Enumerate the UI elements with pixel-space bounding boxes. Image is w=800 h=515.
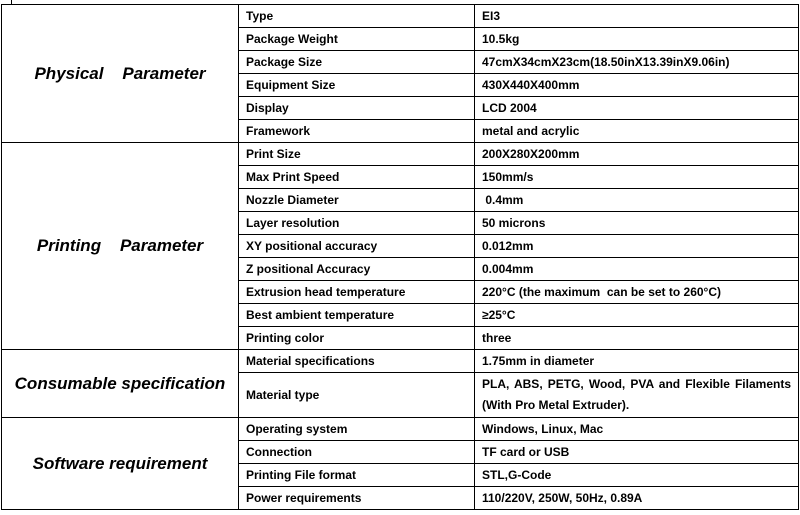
section-title-software-requirement: Software requirement — [2, 418, 239, 510]
spec-label: Best ambient temperature — [239, 304, 475, 327]
spec-value: Windows, Linux, Mac — [475, 418, 799, 441]
spec-value: 47cmX34cmX23cm(18.50inX13.39inX9.06in) — [475, 51, 799, 74]
spec-value: 50 microns — [475, 212, 799, 235]
spec-label: XY positional accuracy — [239, 235, 475, 258]
spec-value: 0.012mm — [475, 235, 799, 258]
spec-value: 200X280X200mm — [475, 143, 799, 166]
spec-value: three — [475, 327, 799, 350]
spec-value: PLA, ABS, PETG, Wood, PVA and Flexible Filaments (With Pro Metal Extruder). — [475, 373, 799, 418]
spec-value: 1.75mm in diameter — [475, 350, 799, 373]
spec-label: Package Weight — [239, 28, 475, 51]
spec-label: Layer resolution — [239, 212, 475, 235]
section-title-consumable-specification: Consumable specification — [2, 350, 239, 418]
spec-value: LCD 2004 — [475, 97, 799, 120]
spec-label: Material specifications — [239, 350, 475, 373]
spec-value: 150mm/s — [475, 166, 799, 189]
spec-value: 10.5kg — [475, 28, 799, 51]
spec-value: EI3 — [475, 5, 799, 28]
table-row — [2, 5, 799, 28]
spec-value: 0.004mm — [475, 258, 799, 281]
spec-value: 0.4mm — [475, 189, 799, 212]
spec-label: Extrusion head temperature — [239, 281, 475, 304]
spec-label: Nozzle Diameter — [239, 189, 475, 212]
spec-value: ≥25°C — [475, 304, 799, 327]
spec-label: Print Size — [239, 143, 475, 166]
specification-table — [1, 4, 799, 510]
spec-label: Max Print Speed — [239, 166, 475, 189]
table-row — [2, 418, 799, 441]
spec-value: 110/220V, 250W, 50Hz, 0.89A — [475, 487, 799, 510]
spec-value: TF card or USB — [475, 441, 799, 464]
spec-label: Package Size — [239, 51, 475, 74]
spec-label: Power requirements — [239, 487, 475, 510]
spec-value: STL,G-Code — [475, 464, 799, 487]
spec-value: 220°C (the maximum can be set to 260°C) — [475, 281, 799, 304]
spec-label: Type — [239, 5, 475, 28]
spec-label: Z positional Accuracy — [239, 258, 475, 281]
section-title-printing-parameter: Printing Parameter — [2, 143, 239, 350]
table-row — [2, 143, 799, 166]
spec-label: Display — [239, 97, 475, 120]
spec-label: Operating system — [239, 418, 475, 441]
spec-label: Printing color — [239, 327, 475, 350]
spec-value: metal and acrylic — [475, 120, 799, 143]
spec-label: Equipment Size — [239, 74, 475, 97]
spec-label: Printing File format — [239, 464, 475, 487]
spec-label: Connection — [239, 441, 475, 464]
section-title-physical-parameter: Physical Parameter — [2, 5, 239, 143]
spec-value: 430X440X400mm — [475, 74, 799, 97]
table-row — [2, 350, 799, 373]
spec-label: Material type — [239, 373, 475, 418]
spec-label: Framework — [239, 120, 475, 143]
